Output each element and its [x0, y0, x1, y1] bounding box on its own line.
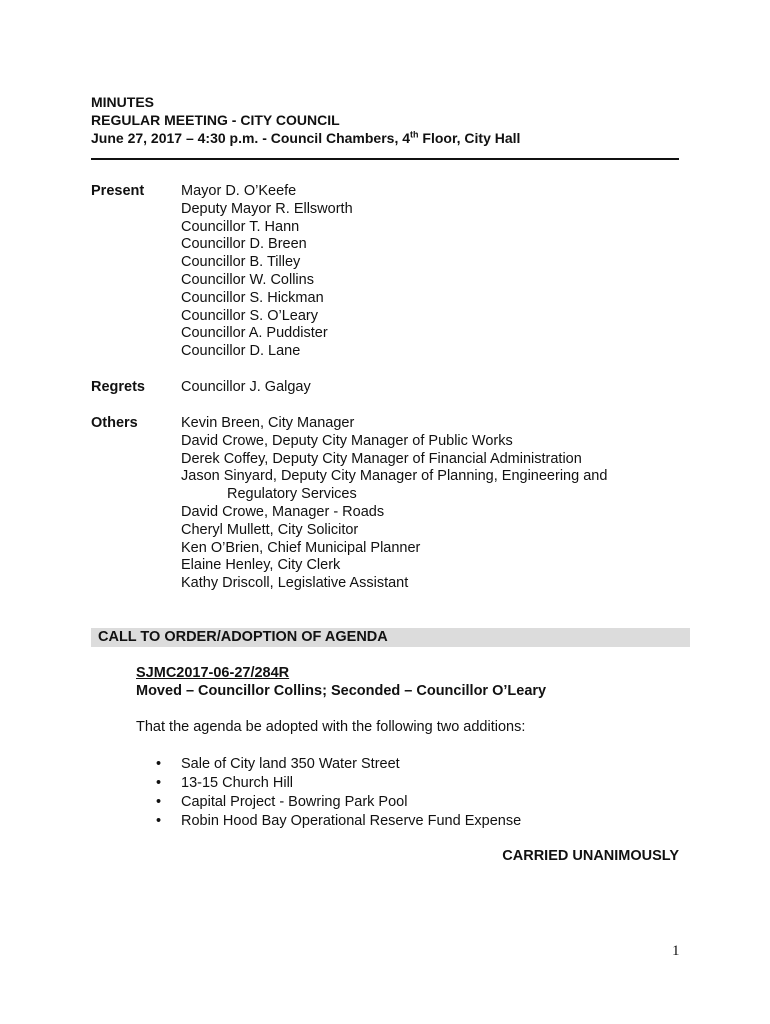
staff-member: Cheryl Mullett, City Solicitor — [181, 521, 359, 538]
staff-member: Derek Coffey, Deputy City Manager of Financial Administration — [181, 450, 582, 467]
present-list — [181, 183, 353, 361]
attendee: Councillor D. Lane — [181, 343, 301, 360]
others-label: Others — [91, 415, 138, 431]
staff-member-continuation: Regulatory Services — [227, 486, 357, 503]
attendee: Councillor S. O’Leary — [181, 307, 318, 324]
regret-name: Councillor J. Galgay — [181, 379, 311, 395]
attendee: Councillor A. Puddister — [181, 325, 328, 342]
motion-movers: Moved – Councillor Collins; Seconded – Councillor O’Leary — [136, 683, 547, 699]
regrets-label: Regrets — [91, 379, 145, 395]
header-meeting-type: REGULAR MEETING - CITY COUNCIL — [91, 112, 340, 128]
staff-member: Kathy Driscoll, Legislative Assistant — [181, 575, 409, 592]
attendee: Councillor S. Hickman — [181, 289, 324, 306]
list-item: • Robin Hood Bay Operational Reserve Fund Expense — [136, 812, 521, 831]
staff-member: Jason Sinyard, Deputy City Manager of Planning, Engineering and — [181, 468, 608, 485]
motion-result: CARRIED UNANIMOUSLY — [502, 848, 679, 864]
attendee: Mayor D. O’Keefe — [181, 183, 297, 199]
attendee: Councillor T. Hann — [181, 218, 300, 235]
minutes-header — [91, 93, 520, 147]
resolution-text: That the agenda be adopted with the following two additions: — [136, 719, 526, 735]
list-item: • Sale of City land 350 Water Street — [136, 755, 521, 774]
staff-member: Ken O’Brien, Chief Municipal Planner — [181, 539, 421, 556]
staff-member: David Crowe, Manager - Roads — [181, 503, 385, 520]
staff-member: Elaine Henley, City Clerk — [181, 557, 341, 574]
header-rule — [91, 158, 679, 160]
motion-id: SJMC2017-06-27/284R — [136, 665, 290, 681]
attendee: Councillor B. Tilley — [181, 254, 301, 271]
staff-member: Kevin Breen, City Manager — [181, 415, 355, 431]
others-list — [181, 415, 607, 593]
page-number: 1 — [672, 943, 680, 959]
regrets-list — [181, 379, 311, 397]
list-item: • 13-15 Church Hill — [136, 774, 521, 793]
present-label: Present — [91, 183, 145, 199]
header-title: MINUTES — [91, 94, 154, 110]
staff-member: David Crowe, Deputy City Manager of Public Works — [181, 432, 513, 449]
attendee: Councillor D. Breen — [181, 236, 307, 253]
section-heading: CALL TO ORDER/ADOPTION OF AGENDA — [98, 629, 388, 645]
attendee: Deputy Mayor R. Ellsworth — [181, 200, 353, 217]
header-date-location: June 27, 2017 – 4:30 p.m. - Council Chambers, 4th Floor, City Hall — [91, 129, 521, 146]
attendee: Councillor W. Collins — [181, 271, 314, 288]
list-item: • Capital Project - Bowring Park Pool — [136, 793, 521, 812]
agenda-additions-list — [136, 755, 521, 831]
